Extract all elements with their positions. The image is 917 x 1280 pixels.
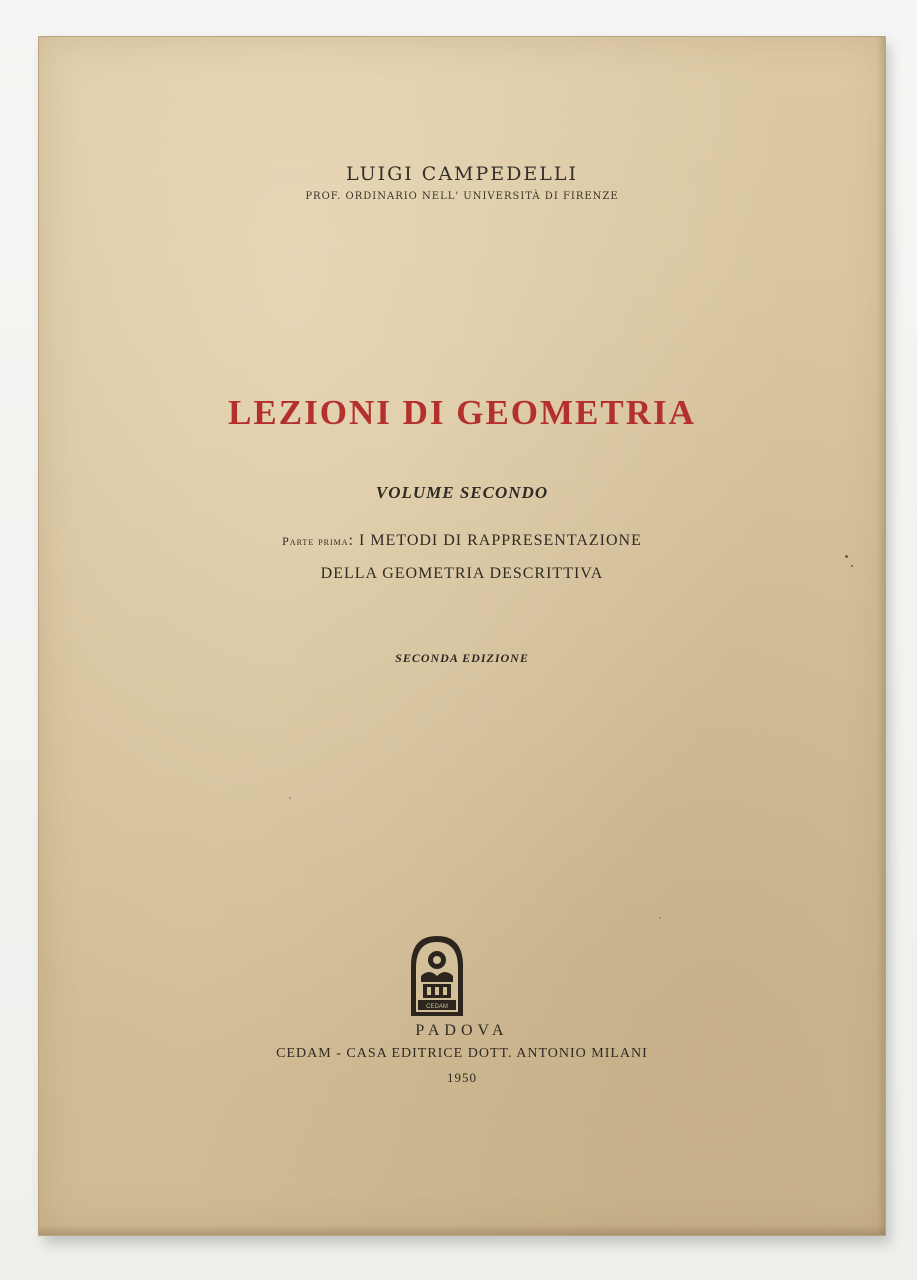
author-affiliation: PROF. ORDINARIO NELL' UNIVERSITÀ DI FIRENZE (305, 191, 619, 202)
volume-label: VOLUME SECONDO (375, 483, 549, 502)
part-line-1 (39, 532, 885, 550)
paper-speck (289, 797, 291, 799)
publication-year: 1950 (447, 1070, 477, 1085)
part-title-line2: DELLA GEOMETRIA DESCRITTIVA (320, 565, 604, 582)
publisher-logo-icon (405, 932, 469, 1016)
author-name: LUIGI CAMPEDELLI (345, 163, 579, 185)
book-title: LEZIONI DI GEOMETRIA (228, 393, 696, 432)
part-title-line1: I METODI DI RAPPRESENTAZIONE (359, 532, 642, 549)
cover-bottom-edge (39, 1225, 885, 1235)
logo-text: CEDAM (426, 1004, 448, 1010)
paper-speck (851, 565, 853, 567)
part-label: Parte prima (282, 534, 349, 548)
book-cover (38, 36, 886, 1236)
publisher-name: CEDAM - CASA EDITRICE DOTT. ANTONIO MILANI (276, 1046, 648, 1061)
paper-speck (659, 917, 661, 919)
paper-speck (845, 555, 848, 558)
publisher-city: PADOVA (415, 1022, 509, 1039)
edition-label: SECONDA EDIZIONE (395, 651, 529, 665)
part-separator: : (348, 532, 354, 549)
